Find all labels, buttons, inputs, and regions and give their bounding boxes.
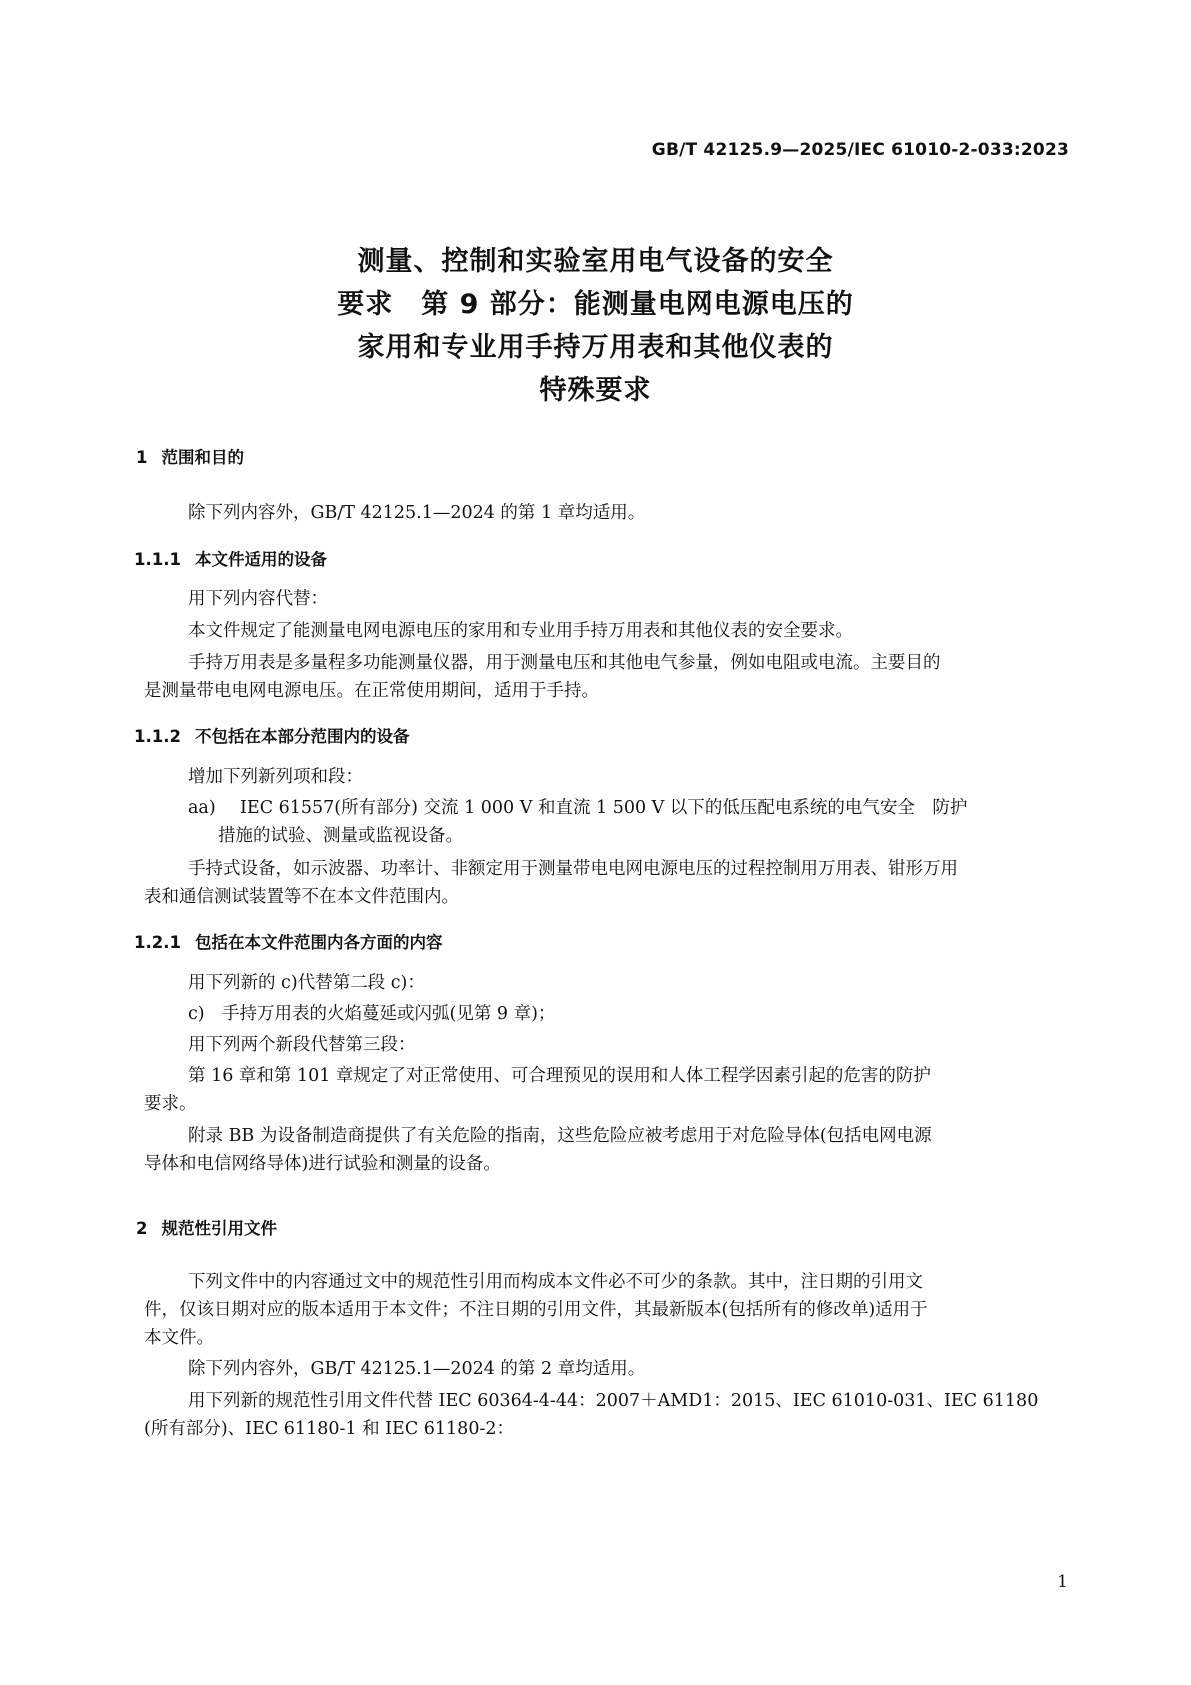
section-title: 规范性引用文件 <box>161 1219 277 1238</box>
title-line: 要求 第 9 部分：能测量电网电源电压的 <box>337 289 854 320</box>
list-item-text: 措施的试验、测量或监视设备。 <box>218 826 463 846</box>
paragraph: 用下列新的 c)代替第二段 c)： <box>188 973 425 993</box>
paragraph: 要求。 <box>144 1094 197 1114</box>
paragraph: 用下列内容代替： <box>188 589 328 609</box>
section-number: 2 <box>136 1219 148 1238</box>
section-title: 本文件适用的设备 <box>194 550 327 569</box>
paragraph: 第 16 章和第 101 章规定了对正常使用、可合理预见的误用和人体工程学因素引起的危害的防护 <box>188 1066 931 1086</box>
standard-number-header: GB/T 42125.9—2025/IEC 61010-2-033:2023 <box>651 140 1069 160</box>
section-title: 范围和目的 <box>161 448 244 467</box>
section-number: 1.1.1 <box>134 550 181 569</box>
section-title: 不包括在本部分范围内的设备 <box>194 727 410 746</box>
list-item-text: IEC 61557(所有部分) 交流 1 000 V 和直流 1 500 V 以下的低压配电系统的电气安全 防护 <box>240 798 968 818</box>
section-number: 1 <box>136 448 148 467</box>
paragraph: (所有部分)、IEC 61180-1 和 IEC 61180-2： <box>144 1419 514 1439</box>
title-line: 家用和专业用手持万用表和其他仪表的 <box>357 332 834 363</box>
paragraph: 用下列新的规范性引用文件代替 IEC 60364-4-44：2007＋AMD1：2015、IEC 61010-031、IEC 61180 <box>188 1391 1039 1411</box>
document-title <box>0 240 1191 412</box>
paragraph: 导体和电信网络导体)进行试验和测量的设备。 <box>144 1154 501 1174</box>
section-2-heading <box>136 1215 277 1239</box>
paragraph: 手持式设备，如示波器、功率计、非额定用于测量带电电网电源电压的过程控制用万用表、钳形万用 <box>188 859 958 879</box>
paragraph: 表和通信测试装置等不在本文件范围内。 <box>144 887 459 907</box>
subsection-1-1-2-heading <box>134 723 409 747</box>
list-item-label: aa) <box>188 798 216 818</box>
paragraph: 除下列内容外，GB/T 42125.1—2024 的第 2 章均适用。 <box>188 1359 646 1379</box>
subsection-1-2-1-heading <box>134 929 442 953</box>
paragraph: 手持万用表是多量程多功能测量仪器，用于测量电压和其他电气参量，例如电阻或电流。主要目的 <box>188 653 941 673</box>
section-title: 包括在本文件范围内各方面的内容 <box>194 933 443 952</box>
paragraph: 附录 BB 为设备制造商提供了有关危险的指南，这些危险应被考虑用于对危险导体(包括电网电源 <box>188 1126 932 1146</box>
title-line: 测量、控制和实验室用电气设备的安全 <box>357 246 834 277</box>
list-item-text: 手持万用表的火焰蔓延或闪弧(见第 9 章)； <box>222 1004 556 1024</box>
paragraph: 本文件规定了能测量电网电源电压的家用和专业用手持万用表和其他仪表的安全要求。 <box>188 621 853 641</box>
page-number: 1 <box>1057 1572 1068 1592</box>
subsection-1-1-1-heading <box>134 546 327 570</box>
paragraph: 下列文件中的内容通过文中的规范性引用而构成本文件必不可少的条款。其中，注日期的引用文 <box>188 1272 923 1292</box>
paragraph: 本文件。 <box>144 1328 214 1348</box>
section-number: 1.2.1 <box>134 933 181 952</box>
section-number: 1.1.2 <box>134 727 181 746</box>
paragraph: 件，仅该日期对应的版本适用于本文件；不注日期的引用文件，其最新版本(包括所有的修改单)适用于 <box>144 1300 928 1320</box>
paragraph: 是测量带电电网电源电压。在正常使用期间，适用于手持。 <box>144 681 599 701</box>
list-item-label: c) <box>188 1004 205 1024</box>
paragraph: 除下列内容外，GB/T 42125.1—2024 的第 1 章均适用。 <box>188 503 646 523</box>
paragraph: 用下列两个新段代替第三段： <box>188 1035 416 1055</box>
title-line: 特殊要求 <box>539 375 652 406</box>
paragraph: 增加下列新列项和段： <box>188 767 363 787</box>
section-1-heading <box>136 444 244 468</box>
